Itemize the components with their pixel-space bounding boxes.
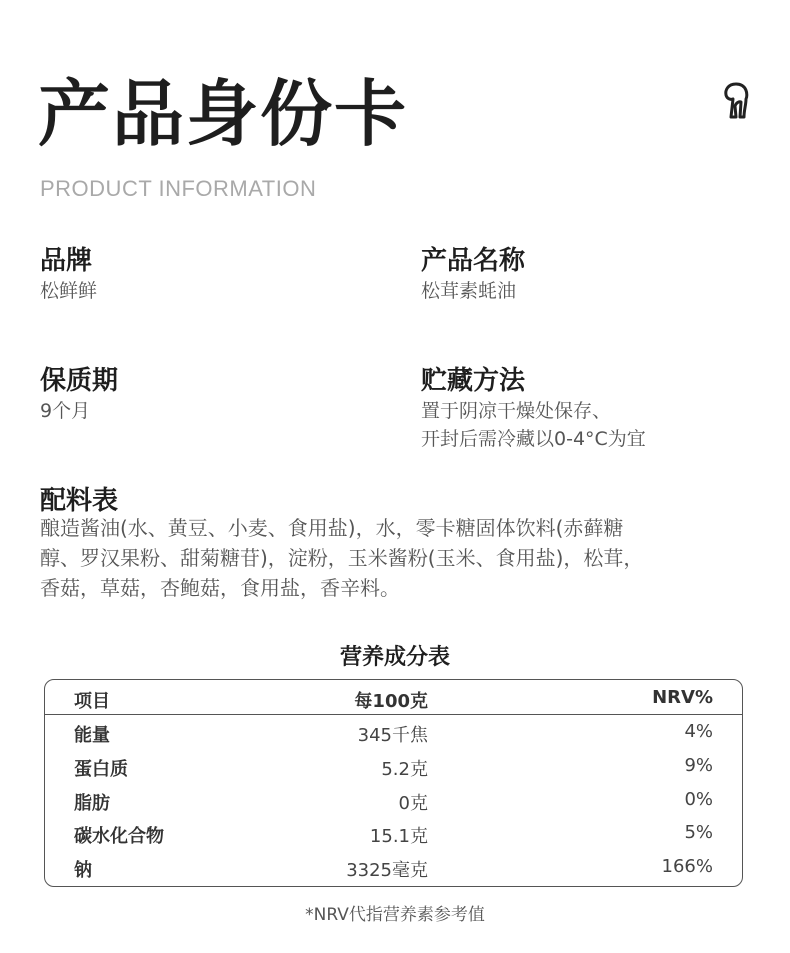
nutrient-amount: 15.1克: [369, 826, 428, 847]
nutrient-amount: 3325毫克: [346, 860, 428, 881]
ingredients-text: [40, 513, 740, 603]
shelf-life-value: 9个月: [40, 400, 91, 422]
nutrient-name: 蛋白质: [74, 759, 128, 780]
shelf-life-label: 保质期: [40, 366, 119, 396]
brand-label: 品牌: [40, 246, 93, 276]
storage-value-line1: 置于阴凉干燥处保存、: [421, 400, 612, 422]
nutrient-nrv: 9%: [684, 755, 713, 776]
nutrient-amount: 0克: [398, 793, 428, 814]
header-per-100g: 每100克: [354, 691, 428, 712]
header-nrv: NRV%: [652, 687, 713, 708]
ingredients-line: 醇、罗汉果粉、甜菊糖苷)，淀粉，玉米酱粉(玉米、食用盐)，松茸，: [40, 546, 644, 570]
storage-value-line2: 开封后需冷藏以0-4°C为宜: [421, 428, 646, 450]
nutrient-amount: 5.2克: [381, 759, 428, 780]
table-row: [44, 755, 743, 785]
ingredients-line: 香菇，草菇，杏鲍菇，食用盐，香辛料。: [40, 576, 400, 600]
nutrient-name: 能量: [74, 725, 110, 746]
product-name-label: 产品名称: [421, 246, 526, 276]
nutrient-nrv: 4%: [684, 721, 713, 742]
ingredients-label: 配料表: [40, 486, 119, 516]
table-row: [44, 789, 743, 819]
storage-label: 贮藏方法: [421, 366, 526, 396]
page-subtitle: PRODUCT INFORMATION: [40, 176, 317, 201]
nrv-footnote: *NRV代指营养素参考值: [305, 905, 485, 925]
nutrient-nrv: 5%: [684, 822, 713, 843]
nutrient-name: 钠: [74, 860, 92, 881]
nutrient-amount: 345千焦: [357, 725, 428, 746]
nutrient-nrv: 0%: [684, 789, 713, 810]
table-row: [44, 822, 743, 852]
table-row: [44, 856, 743, 886]
brand-value: 松鲜鲜: [40, 280, 98, 302]
nutrient-name: 碳水化合物: [74, 826, 164, 847]
table-header-row: [44, 687, 743, 717]
table-row: [44, 721, 743, 751]
nutrient-name: 脂肪: [74, 793, 110, 814]
product-name-value: 松茸素蚝油: [421, 280, 517, 302]
page-title: 产品身份卡: [38, 72, 409, 156]
mushroom-outline-icon: [722, 80, 750, 122]
header-item: 项目: [74, 691, 110, 712]
nutrition-table-title: 营养成分表: [339, 645, 450, 670]
nutrient-nrv: 166%: [661, 856, 713, 877]
ingredients-line: 酿造酱油(水、黄豆、小麦、食用盐)，水，零卡糖固体饮料(赤藓糖: [40, 516, 624, 540]
